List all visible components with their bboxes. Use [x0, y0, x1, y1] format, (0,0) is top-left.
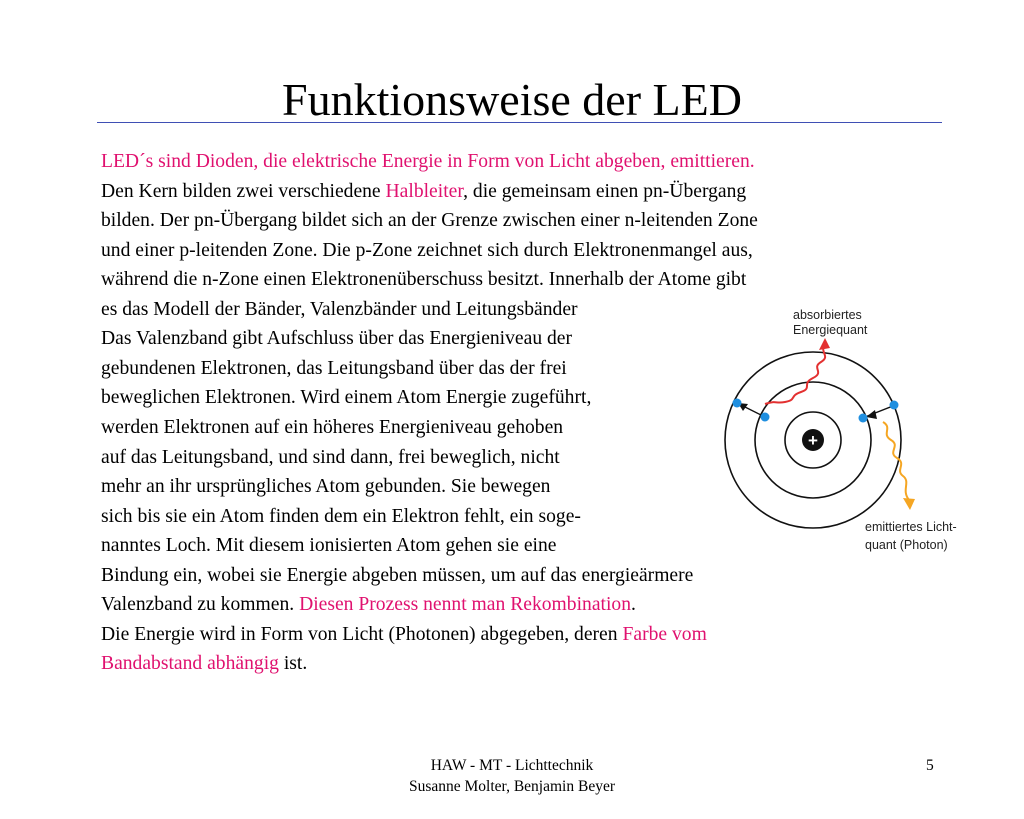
body-text-segment: bilden. Der pn-Übergang bildet sich an der Grenze zwischen einer n-leitenden Zone	[101, 210, 758, 232]
electron-outer-right	[890, 401, 899, 410]
right-transition-arrow	[866, 410, 877, 419]
electron-middle-right	[859, 414, 868, 423]
highlighted-text: Halbleiter	[385, 180, 464, 202]
footer-authors: Susanne Molter, Benjamin Beyer	[408, 778, 615, 795]
body-line	[101, 327, 572, 351]
body-text-segment: Die Energie wird in Form von Licht (Photonen) abgegeben, deren	[101, 623, 623, 645]
body-text-segment: sich bis sie ein Atom finden dem ein Elektron fehlt, ein soge-	[101, 505, 581, 527]
body-line	[101, 298, 578, 322]
body-text-segment: .	[631, 594, 636, 616]
body-text-segment: Bindung ein, wobei sie Energie abgeben müssen, um auf das energieärmere	[101, 564, 694, 586]
body-line	[101, 150, 755, 174]
body-text-segment: mehr an ihr ursprüngliches Atom gebunden. Sie bewegen	[101, 476, 551, 498]
body-text-segment: während die n-Zone einen Elektronenüberschuss besitzt. Innerhalb der Atome gibt	[101, 269, 747, 291]
emitted-arrow-head	[903, 498, 915, 510]
body-line	[101, 652, 307, 676]
body-text-segment: , die gemeinsam einen pn-Übergang	[463, 180, 747, 202]
body-line	[101, 357, 567, 381]
label-absorbed-line1: absorbiertes	[793, 308, 862, 322]
body-text-segment: Valenzband zu kommen.	[101, 594, 300, 616]
body-line	[101, 623, 707, 647]
body-line	[101, 475, 550, 499]
body-text-segment: auf das Leitungsband, und sind dann, frei beweglich, nicht	[101, 446, 560, 468]
body-line	[101, 209, 758, 233]
absorbed-arrow-head	[819, 338, 830, 350]
body-line	[101, 564, 693, 588]
body-line	[101, 239, 753, 263]
title-divider	[97, 122, 942, 123]
atom-diagram	[715, 300, 985, 560]
body-text-segment: Das Valenzband gibt Aufschluss über das Energieniveau der	[101, 328, 573, 350]
body-text-segment: beweglichen Elektronen. Wird einem Atom Energie zugeführt,	[101, 387, 592, 409]
body-line	[101, 505, 581, 529]
page-number: 5	[926, 757, 934, 774]
body-text-segment: und einer p-leitenden Zone. Die p-Zone zeichnet sich durch Elektronenmangel aus,	[101, 239, 753, 261]
highlighted-text: Bandabstand abhängig	[101, 653, 279, 675]
label-emitted-line1: emittiertes Licht-	[865, 520, 957, 534]
electron-outer-left	[733, 399, 742, 408]
label-absorbed-line2: Energiequant	[793, 323, 868, 337]
body-text-segment: ist.	[278, 653, 308, 675]
body-line	[101, 416, 563, 440]
highlighted-text: Diesen Prozess nennt man Rekombination	[299, 594, 632, 616]
highlighted-text: LED´s sind Dioden, die elektrische Energie in Form von Licht abgeben, emittieren.	[101, 151, 755, 172]
body-text-segment: nanntes Loch. Mit diesem ionisierten Atom gehen sie eine	[101, 535, 557, 557]
body-text-segment: werden Elektronen auf ein höheres Energieniveau gehoben	[101, 416, 564, 438]
slide-title: Funktionsweise der LED	[282, 74, 742, 125]
body-line	[101, 268, 746, 292]
body-line	[101, 534, 556, 558]
footer-course: HAW - MT - Lichttechnik	[430, 757, 594, 774]
body-text-segment: gebundenen Elektronen, das Leitungsband über das der frei	[101, 357, 567, 379]
body-text-segment: Den Kern bilden zwei verschiedene	[101, 180, 386, 202]
body-line	[101, 593, 636, 617]
body-line	[101, 386, 591, 410]
electron-middle-left	[761, 413, 770, 422]
body-text-segment: es das Modell der Bänder, Valenzbänder und Leitungsbänder	[101, 298, 578, 320]
body-line	[101, 180, 746, 204]
nucleus-symbol: +	[808, 431, 818, 450]
body-line	[101, 446, 560, 470]
highlighted-text: Farbe vom	[622, 623, 707, 645]
label-emitted-line2: quant (Photon)	[865, 538, 948, 552]
